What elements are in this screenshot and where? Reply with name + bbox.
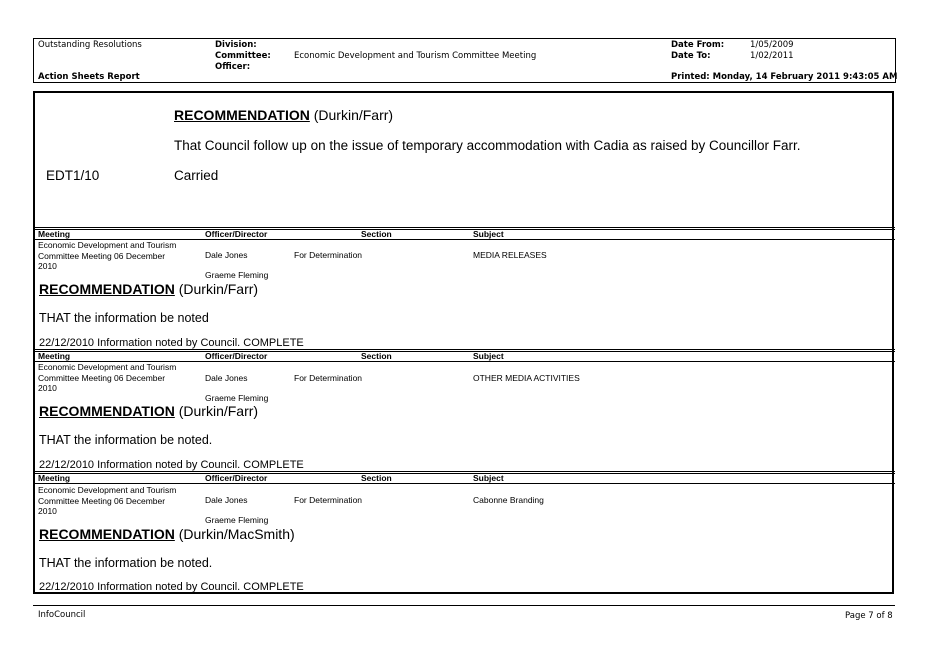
recommendation-heading: [174, 107, 393, 123]
col-section: Section: [361, 229, 392, 239]
footer-app-name: InfoCouncil: [38, 610, 86, 620]
subject-cell: Cabonne Branding: [473, 495, 544, 505]
header-divider: [33, 82, 895, 83]
printed-value: Monday, 14 February 2011 9:43:05 AM: [712, 72, 898, 82]
date-to-value: 1/02/2011: [750, 51, 794, 61]
recommendation-heading: [39, 403, 258, 419]
col-subject: Subject: [473, 473, 504, 483]
director-cell: Graeme Fleming: [205, 515, 269, 525]
section-cell: For Determination: [294, 373, 363, 383]
page-number: Page 7 of 8: [845, 611, 893, 621]
resolution-text: That Council follow up on the issue of temporary accommodation with Cadia as raised by Councillor Farr.: [174, 138, 801, 153]
officer-cell: Dale Jones: [205, 373, 248, 383]
col-section: Section: [361, 473, 392, 483]
meeting-line: Economic Development and Tourism: [38, 240, 177, 250]
recommendation-label: RECOMMENDATION: [39, 281, 175, 297]
printed-label: Printed:: [671, 72, 710, 82]
recommendation-heading: [39, 526, 295, 542]
col-subject: Subject: [473, 229, 504, 239]
col-officer: Officer/Director: [205, 473, 268, 483]
division-label: Division:: [215, 40, 257, 50]
subject-cell: MEDIA RELEASES: [473, 250, 547, 260]
recommendation-heading: [39, 281, 258, 297]
col-meeting: Meeting: [38, 229, 71, 239]
meeting-line: Committee Meeting 06 December: [38, 372, 166, 383]
col-meeting: Meeting: [38, 351, 71, 361]
subject-cell: OTHER MEDIA ACTIVITIES: [473, 373, 580, 383]
meeting-line: Committee Meeting 06 December: [38, 495, 166, 506]
item-code: EDT1/10: [46, 168, 100, 183]
meeting-line: 2010: [38, 506, 57, 516]
director-cell: Graeme Fleming: [205, 270, 269, 280]
section-cell: For Determination: [294, 250, 363, 260]
resolution-status: Carried: [174, 168, 219, 183]
meeting-line: Economic Development and Tourism: [38, 362, 177, 372]
recommendation-movers: (Durkin/Farr): [178, 403, 259, 419]
action-note: 22/12/2010 Information noted by Council. COMPLETE: [39, 581, 304, 593]
resolution-text: THAT the information be noted.: [39, 556, 213, 570]
meeting-cell: [38, 362, 176, 394]
meeting-line: 2010: [38, 383, 57, 393]
col-officer: Officer/Director: [205, 351, 268, 361]
recommendation-movers: (Durkin/Farr): [313, 107, 394, 123]
column-header-rule: [33, 483, 895, 484]
committee-label: Committee:: [215, 51, 271, 61]
meeting-line: 2010: [38, 261, 57, 271]
officer-cell: Dale Jones: [205, 250, 248, 260]
col-section: Section: [361, 351, 392, 361]
meeting-line: Economic Development and Tourism: [38, 485, 177, 495]
report-title: Outstanding Resolutions: [38, 40, 142, 50]
officer-cell: Dale Jones: [205, 495, 248, 505]
printed-stamp: [671, 72, 897, 82]
section-separator: [33, 349, 895, 352]
section-separator: [33, 471, 895, 474]
officer-label: Officer:: [215, 62, 251, 72]
recommendation-label: RECOMMENDATION: [39, 403, 175, 419]
footer-rule: [33, 605, 895, 606]
meeting-cell: [38, 485, 176, 517]
recommendation-movers: (Durkin/MacSmith): [178, 526, 295, 542]
action-note: 22/12/2010 Information noted by Council. COMPLETE: [39, 337, 304, 349]
section-separator: [33, 227, 895, 230]
recommendation-movers: (Durkin/Farr): [178, 281, 259, 297]
resolution-text: THAT the information be noted: [39, 311, 209, 325]
director-cell: Graeme Fleming: [205, 393, 269, 403]
report-type: Action Sheets Report: [38, 72, 140, 82]
col-subject: Subject: [473, 351, 504, 361]
recommendation-label: RECOMMENDATION: [174, 107, 310, 123]
section-cell: For Determination: [294, 495, 363, 505]
col-officer: Officer/Director: [205, 229, 268, 239]
committee-value: Economic Development and Tourism Committee Meeting: [294, 51, 537, 61]
date-from-label: Date From:: [671, 40, 725, 50]
col-meeting: Meeting: [38, 473, 71, 483]
recommendation-label: RECOMMENDATION: [39, 526, 175, 542]
resolution-text: THAT the information be noted.: [39, 433, 213, 447]
meeting-line: Committee Meeting 06 December: [38, 250, 166, 261]
action-note: 22/12/2010 Information noted by Council. COMPLETE: [39, 459, 304, 471]
date-from-value: 1/05/2009: [750, 40, 794, 50]
date-to-label: Date To:: [671, 51, 711, 61]
meeting-cell: [38, 240, 176, 272]
